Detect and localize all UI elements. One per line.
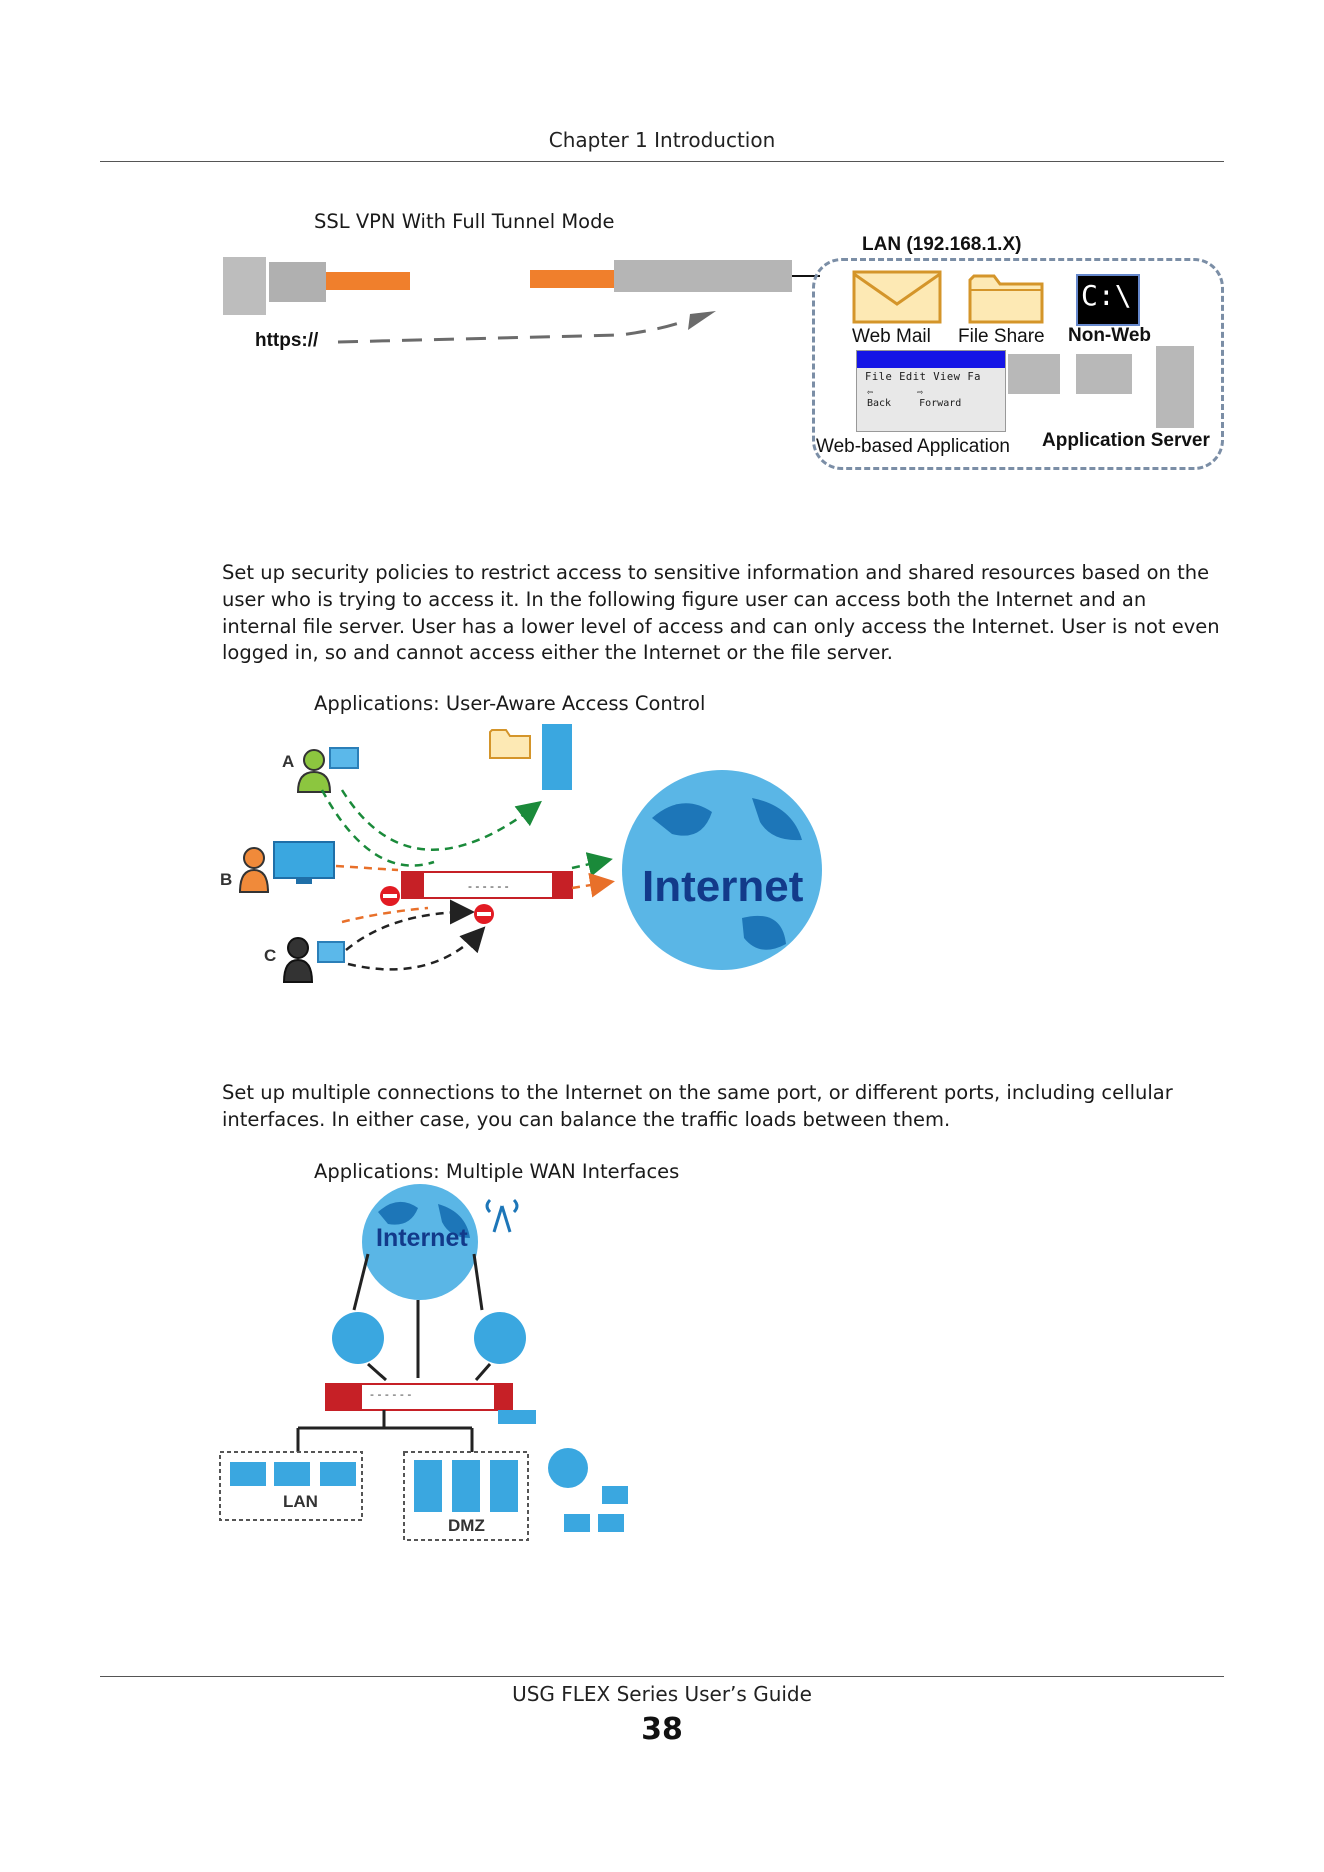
laptop-placeholder: [269, 262, 326, 302]
https-arrowhead: [688, 311, 716, 330]
browser-window-icon: [856, 350, 1006, 432]
to-internet-orange-arrow: [572, 882, 610, 888]
header-rule: [100, 161, 1224, 162]
file-server-icon: [542, 724, 572, 790]
user-c-label: C: [264, 946, 277, 965]
dmz-group-label: DMZ: [448, 1516, 485, 1535]
to-internet-green-arrow: [572, 860, 608, 868]
tunnel-left-segment: [326, 272, 410, 290]
internet-label: Internet: [642, 862, 804, 911]
browser-back-label: Back: [867, 398, 892, 409]
firewall-dots: - - - - - -: [370, 1388, 412, 1401]
c-to-server-arrow: [348, 930, 482, 969]
file-share-label: File Share: [958, 326, 1045, 347]
browser-nav: [857, 386, 1005, 410]
laptop-c-icon: [318, 942, 344, 962]
router-left-icon: [332, 1312, 384, 1364]
web-based-app-label: Web-based Application: [816, 436, 1010, 457]
https-label: https://: [255, 330, 319, 351]
app-server-placeholder-2: [1076, 354, 1132, 394]
laptop-icon: [564, 1514, 590, 1532]
wifi-ap-icon: [548, 1448, 588, 1488]
router-right-icon: [474, 1312, 526, 1364]
user-aware-diagram: [212, 722, 832, 998]
figure2-caption: Applications: User-Aware Access Control: [314, 692, 706, 715]
svg-text:- - - - - -: - - - - - -: [468, 879, 509, 893]
usb-dongle-icon: [498, 1410, 536, 1424]
lan-label: LAN (192.168.1.X): [862, 234, 1022, 255]
forward-arrow-icon: ⇨: [917, 387, 924, 398]
figure1-caption: SSL VPN With Full Tunnel Mode: [314, 210, 615, 233]
paragraph-multi-wan: Set up multiple connections to the Internet on the same port, or different ports, including cellular interfaces. In either case, you can balance the traffic loads between them.: [222, 1081, 1173, 1131]
user-a-to-firewall-arrow: [322, 790, 434, 866]
web-mail-label: Web Mail: [852, 326, 931, 347]
app-server-label: Application Server: [1042, 430, 1210, 451]
server-icon: [452, 1460, 480, 1512]
https-dashed-path: [338, 320, 688, 342]
app-server-placeholder-1: [1008, 354, 1060, 394]
user-b-label: B: [220, 870, 233, 889]
user-c-icon: [284, 938, 312, 982]
app-server-placeholder-3: [1156, 346, 1194, 428]
user-b-arrow: [336, 866, 398, 870]
laptop-icon: [602, 1486, 628, 1504]
server-icon: [414, 1460, 442, 1512]
firewall-placeholder: [614, 260, 792, 292]
folder-icon: [968, 270, 1046, 326]
lan-group-label: LAN: [283, 1492, 318, 1511]
user-b-icon: [240, 848, 268, 892]
web-mail-icon: [852, 270, 944, 326]
pc-icon: [274, 1462, 310, 1486]
chapter-header: Chapter 1 Introduction: [548, 128, 776, 152]
paragraph-user-aware: Set up security policies to restrict access to sensitive information and shared resources based on the user who is trying to access it. In the following figure user can access both the Internet and an internal file server. User has a lower level of access and can only access the Internet. User is not even logged in, so and cannot access either the Internet or the file server.: [222, 561, 1220, 665]
a-to-server-arrow: [342, 790, 538, 850]
user-a-label: A: [282, 752, 295, 771]
pc-icon: [230, 1462, 266, 1486]
browser-menu: File Edit View Fa: [865, 371, 981, 383]
monitor-b-icon: [274, 842, 334, 878]
browser-titlebar: [857, 351, 1005, 368]
pc-icon: [320, 1462, 356, 1486]
non-web-label: Non-Web: [1068, 325, 1152, 346]
command-prompt-icon: C:\: [1076, 274, 1140, 326]
page-number: 38: [641, 1712, 683, 1747]
back-arrow-icon: ⇦: [867, 387, 874, 398]
user-a-icon: [298, 750, 330, 792]
browser-forward-label: Forward: [919, 398, 962, 409]
laptop-a-icon: [330, 748, 358, 768]
c-to-firewall-arrow: [346, 912, 470, 950]
guide-title: USG FLEX Series User’s Guide: [512, 1682, 812, 1706]
tunnel-right-segment: [530, 270, 614, 288]
figure3-caption: Applications: Multiple WAN Interfaces: [314, 1160, 680, 1183]
internet-small-label: Internet: [376, 1224, 468, 1252]
file-folder-icon: [490, 730, 530, 758]
remote-user-placeholder: [223, 257, 266, 315]
footer-rule: [100, 1676, 1224, 1677]
server-icon: [490, 1460, 518, 1512]
cellular-antenna-icon: [487, 1200, 517, 1232]
laptop-icon: [598, 1514, 624, 1532]
